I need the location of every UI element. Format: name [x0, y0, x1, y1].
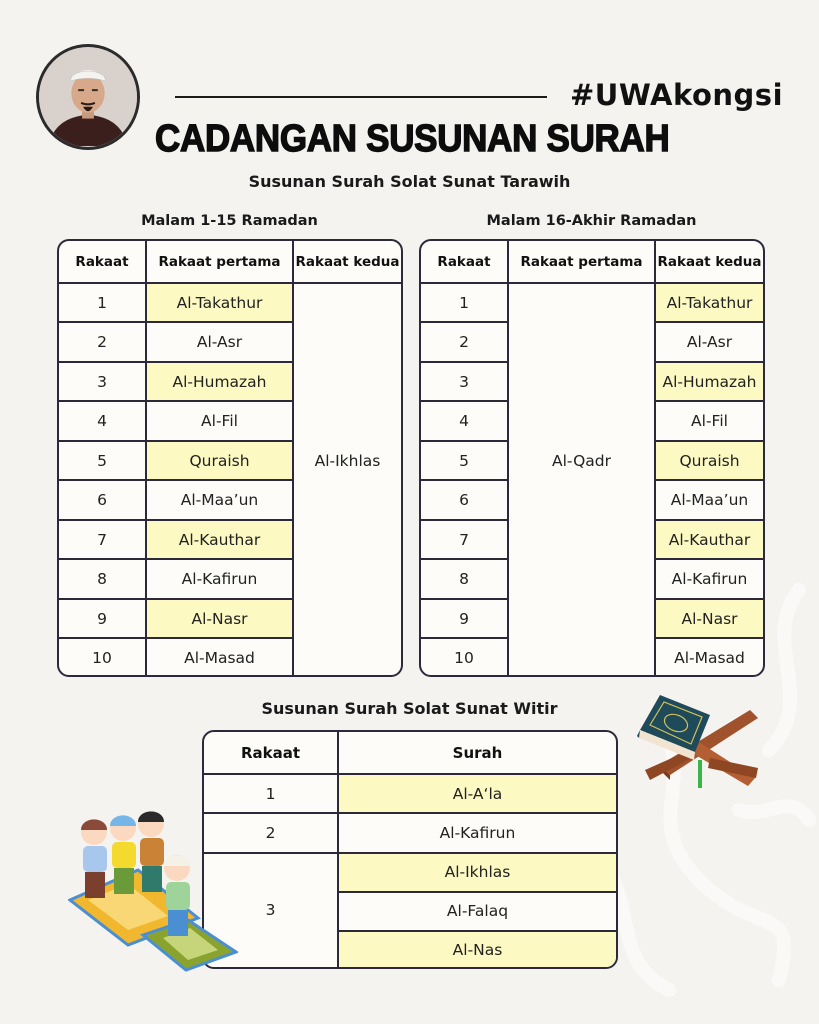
rakaat-number: 3: [459, 372, 469, 391]
portrait-avatar: [36, 44, 140, 150]
surah-cell: Al-Ikhlas: [339, 853, 616, 891]
children-praying-icon: [68, 800, 238, 975]
surah-cell: Al-Asr: [196, 332, 243, 351]
surah-cell: Al-Maa’un: [180, 490, 259, 509]
grid-line: [421, 321, 509, 323]
grid-line: [421, 558, 509, 560]
grid-line: [59, 598, 294, 600]
tarawih-subtitle: Susunan Surah Solat Sunat Tarawih: [248, 172, 571, 191]
column-header-rakaat-kedua: Rakaat kedua: [295, 254, 400, 270]
surah-cell: Quraish: [147, 441, 292, 480]
grid-line: [421, 440, 509, 442]
grid-line: [59, 479, 294, 481]
rakaat-number: 1: [97, 293, 107, 312]
surah-cell: Al-Asr: [686, 332, 733, 351]
tarawih-table-16-akhir: [419, 239, 765, 677]
quran-on-stand-icon: [630, 690, 770, 800]
rakaat-number: 9: [97, 609, 107, 628]
column-header-rakaat-pertama: Rakaat pertama: [158, 254, 281, 270]
grid-line: [421, 637, 509, 639]
surah-cell: Al-Nasr: [147, 599, 292, 638]
header-divider: [175, 96, 547, 98]
rakaat-number: 5: [459, 451, 469, 470]
grid-line: [337, 732, 339, 969]
grid-line: [59, 282, 403, 284]
grid-line: [59, 321, 294, 323]
portrait-avatar-icon: [39, 47, 137, 147]
grid-line: [59, 361, 294, 363]
column-header-rakaat: Rakaat: [75, 254, 129, 270]
rakaat-number: 3: [265, 901, 276, 919]
rakaat-number: 9: [459, 609, 469, 628]
grid-line: [421, 479, 509, 481]
surah-cell: Quraish: [656, 441, 763, 480]
surah-cell: Al-Fil: [201, 411, 238, 430]
grid-line: [654, 558, 765, 560]
grid-line: [59, 519, 294, 521]
rakaat-number: 7: [97, 530, 107, 549]
grid-line: [292, 241, 294, 677]
rakaat-number: 4: [459, 411, 469, 430]
surah-cell: Al-Humazah: [656, 362, 763, 401]
rakaat-number: 5: [97, 451, 107, 470]
grid-line: [654, 637, 765, 639]
witir-title: Susunan Surah Solat Sunat Witir: [261, 699, 558, 718]
grid-line: [337, 930, 618, 932]
rakaat-number: 2: [265, 823, 276, 842]
rakaat-number: 2: [459, 332, 469, 351]
surah-cell: Al-Kafirun: [671, 569, 748, 588]
surah-cell: Al-Masad: [184, 648, 255, 667]
surah-cell: Al-Kauthar: [147, 520, 292, 559]
rakaat-number: 6: [97, 490, 107, 509]
rakaat-number: 1: [265, 784, 276, 803]
surah-cell: Al-Takathur: [656, 283, 763, 322]
column-header-rakaat: Rakaat: [437, 254, 491, 270]
rakaat-number: 10: [92, 648, 112, 667]
column-header-rakaat: Rakaat: [240, 744, 301, 762]
grid-line: [204, 773, 618, 775]
rakaat-number: 8: [97, 569, 107, 588]
grid-line: [654, 400, 765, 402]
grid-line: [337, 891, 618, 893]
rakaat-number: 3: [97, 372, 107, 391]
surah-cell: Al-Masad: [674, 648, 745, 667]
rakaat-number: 4: [97, 411, 107, 430]
column-header-surah: Surah: [452, 744, 503, 762]
surah-cell: Al-Fil: [691, 411, 728, 430]
grid-line: [204, 852, 618, 854]
rakaat-number: 7: [459, 530, 469, 549]
grid-line: [59, 440, 294, 442]
hashtag: #UWAkongsi: [570, 78, 784, 112]
grid-line: [654, 321, 765, 323]
right-table-label: Malam 16-Akhir Ramadan: [486, 213, 697, 229]
grid-line: [421, 282, 765, 284]
rakaat-number: 10: [454, 648, 474, 667]
rakaat-number: 1: [459, 293, 469, 312]
grid-line: [59, 400, 294, 402]
left-table-label: Malam 1-15 Ramadan: [141, 213, 318, 229]
surah-cell: Al-Kauthar: [656, 520, 763, 559]
surah-cell: Al-Takathur: [147, 283, 292, 322]
witir-table: [202, 730, 618, 969]
surah-cell: Al-Falaq: [446, 902, 509, 920]
grid-line: [654, 241, 656, 677]
surah-cell: Al-Kafirun: [439, 823, 516, 842]
merged-surah-cell: Al-Ikhlas: [314, 451, 381, 470]
grid-line: [507, 241, 509, 677]
grid-line: [204, 812, 618, 814]
rakaat-number: 2: [97, 332, 107, 351]
rakaat-number: 6: [459, 490, 469, 509]
rakaat-number: 8: [459, 569, 469, 588]
surah-cell: Al-Nas: [339, 931, 616, 968]
grid-line: [145, 241, 147, 677]
grid-line: [654, 440, 765, 442]
surah-cell: Al-Humazah: [147, 362, 292, 401]
surah-cell: Al-Nasr: [656, 599, 763, 638]
surah-cell: Al-A‘la: [339, 774, 616, 813]
grid-line: [654, 361, 765, 363]
grid-line: [421, 519, 509, 521]
grid-line: [59, 637, 294, 639]
column-header-rakaat-kedua: Rakaat kedua: [657, 254, 762, 270]
surah-cell: Al-Kafirun: [181, 569, 258, 588]
grid-line: [421, 598, 509, 600]
page-title: CADANGAN SUSUNAN SURAH: [155, 118, 670, 160]
column-header-rakaat-pertama: Rakaat pertama: [520, 254, 643, 270]
grid-line: [654, 479, 765, 481]
surah-cell: Al-Maa’un: [670, 490, 749, 509]
grid-line: [421, 400, 509, 402]
grid-line: [654, 598, 765, 600]
grid-line: [421, 361, 509, 363]
tarawih-table-1-15: [57, 239, 403, 677]
merged-surah-cell: Al-Qadr: [552, 451, 611, 470]
grid-line: [59, 558, 294, 560]
grid-line: [654, 519, 765, 521]
